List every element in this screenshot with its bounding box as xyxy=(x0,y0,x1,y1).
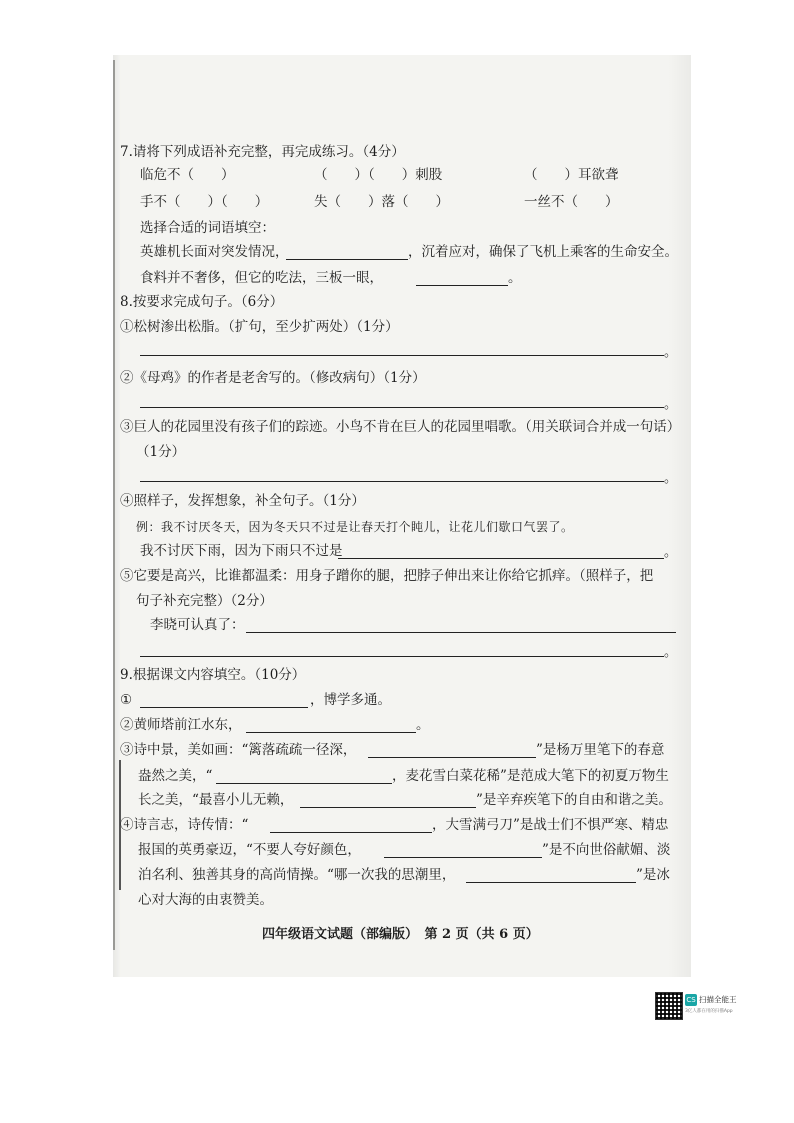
q7-idiom-6[interactable]: 一丝不（ ） xyxy=(524,194,619,210)
q7-idiom-1[interactable]: 临危不（ ） xyxy=(140,167,235,183)
q8-period-5: 。 xyxy=(664,645,678,660)
q9-item-4-line-1a: ④诗言志，诗传情：“ xyxy=(120,817,249,833)
q9-item-2-after: 。 xyxy=(416,717,430,733)
page-footer: 四年级语文试题（部编版） 第 2 页（共 6 页） xyxy=(262,927,539,942)
q8-item-4: ④照样子，发挥想象，补全句子。（1分） xyxy=(120,493,365,509)
q8-item-2: ②《母鸡》的作者是老舍写的。（修改病句）（1分） xyxy=(120,370,426,386)
q8-item-5-line-1: ⑤它要是高兴，比谁都温柔：用身子蹭你的腿，把脖子伸出来让你给它抓痒。（照样子，把 xyxy=(120,568,654,584)
q9-blank-6[interactable] xyxy=(270,832,432,833)
q9-item-3-line-2a: 盎然之美，“ xyxy=(138,768,213,784)
q9-blank-7[interactable] xyxy=(384,857,542,858)
q8-item-1: ①松树渗出松脂。（扩句，至少扩两处）（1分） xyxy=(120,319,399,335)
q9-item-2: ②黄师塔前江水东， xyxy=(120,717,242,733)
q8-period-3: 。 xyxy=(664,471,678,486)
q7-blank-2[interactable] xyxy=(416,285,508,286)
q9-item-3-line-2b: ，麦花雪白菜花稀”是范成大笔下的初夏万物生 xyxy=(392,768,669,784)
q9-title: 9.根据课文内容填空。（10分） xyxy=(120,667,306,683)
q7-idiom-3[interactable]: （ ）耳欲聋 xyxy=(524,167,619,183)
qr-code-icon xyxy=(655,992,683,1020)
q7-choose-label: 选择合适的词语填空： xyxy=(140,220,275,236)
q9-item-4-line-2a: 报国的英勇豪迈，“不要人夸好颜色， xyxy=(138,842,361,858)
q9-item-4-line-3b: ”是冰 xyxy=(636,867,670,883)
q7-sentence-2-before: 食料并不奢侈，但它的吃法，三板一眼， xyxy=(140,270,383,286)
q9-item-4-line-4: 心对大海的由衷赞美。 xyxy=(138,892,273,908)
q9-item-3-line-1b: ”是杨万里笔下的春意 xyxy=(536,742,665,758)
scanner-watermark xyxy=(655,992,741,1020)
q7-title: 7.请将下列成语补充完整，再完成练习。（4分） xyxy=(120,144,405,160)
q8-answer-line-3[interactable] xyxy=(140,481,664,482)
q7-idiom-2[interactable]: （ ）（ ）刺股 xyxy=(314,167,443,183)
q8-period-2: 。 xyxy=(664,397,678,412)
q9-item-1-mark: ① xyxy=(120,692,133,708)
camscanner-name: 扫描全能王 xyxy=(699,995,737,1004)
q8-answer-line-5a[interactable] xyxy=(246,632,676,633)
q8-example: 例：我不讨厌冬天，因为冬天只不过是让春天打个盹儿，让花儿们歇口气罢了。 xyxy=(136,520,574,534)
q8-period-1: 。 xyxy=(664,345,678,360)
q7-idiom-4[interactable]: 手不（ ）（ ） xyxy=(140,194,269,210)
q9-item-3-line-3b: ”是辛弃疾笔下的自由和谐之美。 xyxy=(476,792,672,808)
q8-title: 8.按要求完成句子。（6分） xyxy=(120,294,284,310)
q7-sentence-2-after: 。 xyxy=(508,270,522,286)
q7-idiom-5[interactable]: 失（ ）落（ ） xyxy=(314,194,449,210)
q7-sentence-1-before: 英雄机长面对突发情况， xyxy=(140,244,289,260)
camscanner-logo-icon: CS xyxy=(686,996,696,1004)
q8-answer-line-4[interactable] xyxy=(338,558,664,559)
q9-blank-5[interactable] xyxy=(300,807,476,808)
q8-item-3-line-2: （1分） xyxy=(136,444,186,460)
q8-answer-line-1[interactable] xyxy=(140,355,664,356)
q9-blank-4[interactable] xyxy=(216,783,392,784)
q9-item-3-line-3a: 长之美，“最喜小儿无赖， xyxy=(138,792,294,808)
q8-answer-line-2[interactable] xyxy=(140,407,664,408)
q8-item-3-line-1: ③巨人的花园里没有孩子们的踪迹。小鸟不肯在巨人的花园里唱歌。（用关联词合并成一句话） xyxy=(120,419,681,435)
q9-blank-8[interactable] xyxy=(466,882,636,883)
q8-item-4-prompt: 我不讨厌下雨，因为下雨只不过是 xyxy=(140,543,343,559)
q8-item-5-line-2: 句子补充完整）（2分） xyxy=(136,593,273,609)
q9-item-1-after: ，博学多通。 xyxy=(310,692,391,708)
q9-blank-1[interactable] xyxy=(140,707,308,708)
q9-item-4-line-2b: ”是不向世俗献媚、淡 xyxy=(542,842,671,858)
camscanner-tagline: 3亿人都在用的扫描App xyxy=(685,1009,733,1014)
q9-blank-2[interactable] xyxy=(246,732,416,733)
q8-answer-line-5b[interactable] xyxy=(140,656,664,657)
q9-item-3-line-1a: ③诗中景，美如画：“篱落疏疏一径深， xyxy=(120,742,357,758)
q7-sentence-1-after: ，沉着应对，确保了飞机上乘客的生命安全。 xyxy=(408,244,678,260)
q9-item-4-line-3a: 泊名利、独善其身的高尚情操。“哪一次我的思潮里， xyxy=(138,867,456,883)
q8-item-5-prompt: 李晓可认真了： xyxy=(150,617,245,633)
q7-blank-1[interactable] xyxy=(286,259,408,260)
q9-blank-3[interactable] xyxy=(368,757,536,758)
q9-item-4-line-1b: ，大雪满弓刀”是战士们不惧严寒、精忠 xyxy=(432,817,669,833)
q8-period-4: 。 xyxy=(664,545,678,560)
